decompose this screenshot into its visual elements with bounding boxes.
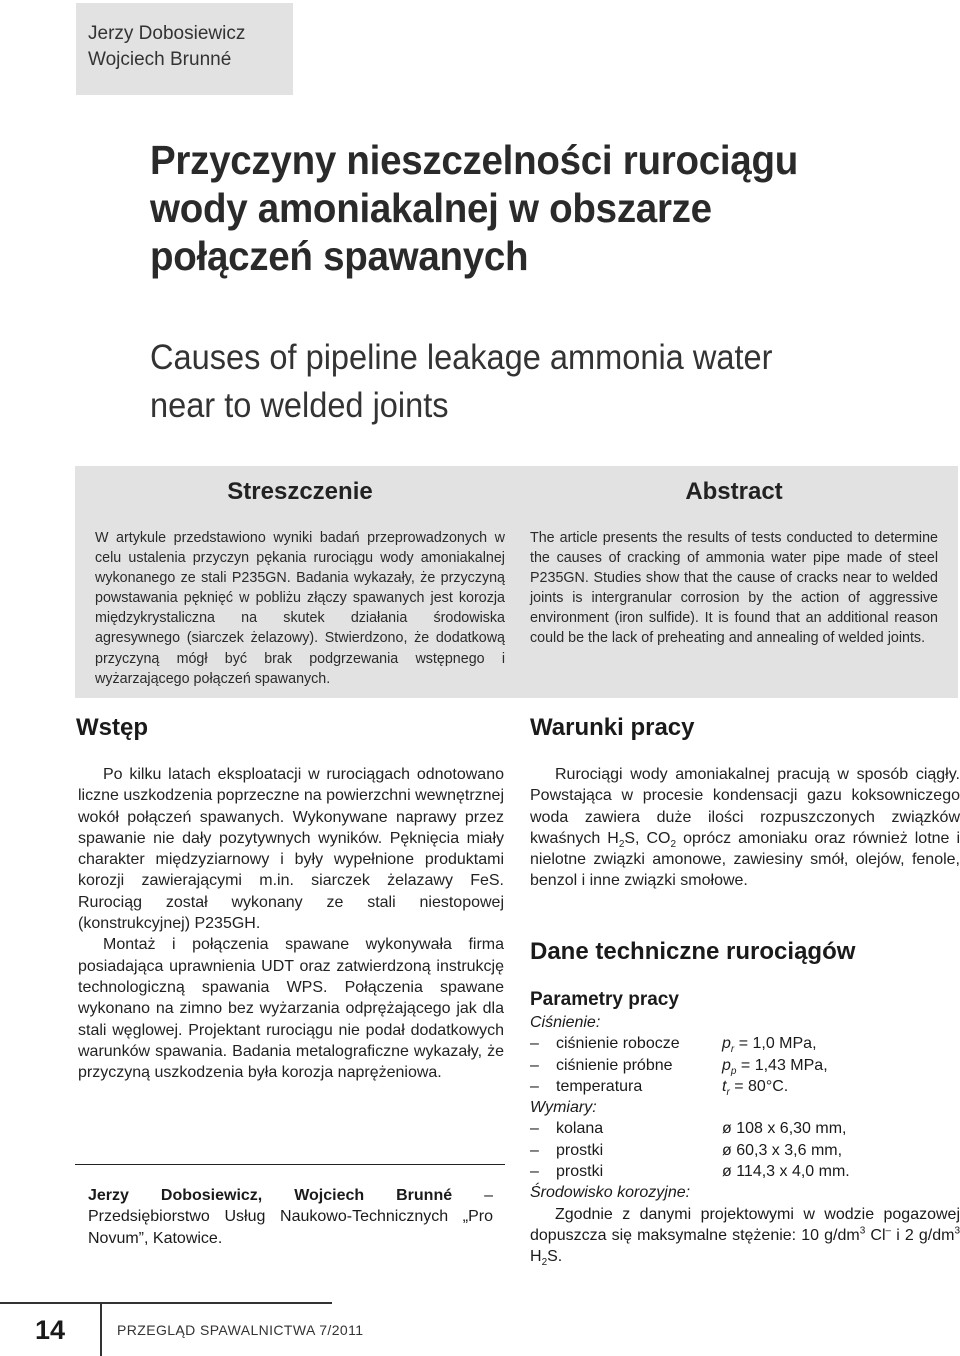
dane-heading: Dane techniczne rurociągów: [530, 938, 856, 965]
journal-name: PRZEGLĄD SPAWALNICTWA 7/2011: [117, 1322, 364, 1338]
title-polish-line-3: połączeń spawanych: [150, 233, 529, 279]
environment-text: Zgodnie z danymi projektowymi w wodzie pogazowej dopuszcza się maksymalne stężenie: 10 $g/dm^3$ Cl– i 2 $g/dm^3$ $H_2S$.: [530, 1205, 960, 1269]
warunki-heading: Warunki pracy: [530, 714, 695, 741]
abstract-section: [530, 478, 938, 649]
pressure-row: – temperatura $t_r = 80^\circ C$.: [530, 1077, 789, 1099]
wstep-paragraph-1: Po kilku latach eksploatacji w rurociągach odnotowano liczne uszkodzenia poprzeczne na powierzchni wewnętrznej wokół połączeń spawanych. Wykonywane naprawy przez spawanie nie dały pozytywnych wyników. Pęknięcia miały charakter międzyziarnowy i były wypełnione produktami korozji zawierającymi m.in. siarczek żelazawy FeS. Rurociąg został wykonany ze stali niestopowej (konstrukcyjnej) P235GH.: [78, 766, 505, 933]
abstract-heading: Abstract: [685, 478, 783, 505]
pressure-row: – ciśnienie próbne $p_p = 1,43$ MPa,: [530, 1056, 828, 1077]
affiliation: [88, 1185, 493, 1249]
title-english: [150, 334, 885, 430]
dimension-row: – prostki ø 114,3 x 4,0 mm.: [530, 1163, 850, 1181]
wstep-paragraph-2: Montaż i połączenia spawane wykonywała firma posiadająca uprawnienia UDT oraz zatwierdzoną instrukcję technologiczną spawania WPS. Połączenia spawane wykonano na zimno bez wyżarzania odprężającego jak dla stali węglowej. Projektant rurociągu nie podał dodatkowych warunków spawania. Badania metalograficzne wykazały, że przyczyną uszkodzenia była korozja naprężeniowa.: [78, 936, 504, 1082]
dimension-row: – prostki ø 60,3 x 3,6 mm,: [530, 1141, 843, 1159]
affiliation-rule: [75, 1164, 505, 1165]
wstep-body: [78, 764, 504, 1083]
title-english-line-2: near to welded joints: [150, 386, 449, 425]
abstract-text: The article presents the results of tests conducted to determine the causes of cracking of ammonia water pipe made of steel P235GN. Studies show that the cause of cracks near to welded joints is intergranular corrosion by the action of aggressive environment (iron sulfide). It is found that an additional reason could be the lack of preheating and annealing of welded joints.: [530, 530, 938, 647]
title-polish-line-1: Przyczyny nieszczelności rurociągu: [150, 137, 798, 183]
page-number: 14: [0, 1302, 102, 1356]
wstep-heading: Wstęp: [76, 714, 148, 741]
author-2: Wojciech Brunné: [88, 49, 232, 70]
title-polish: [150, 136, 893, 280]
affiliation-names: Jerzy Dobosiewicz, Wojciech Brunné: [88, 1187, 453, 1204]
affiliation-institution: – Przedsiębiorstwo Usług Naukowo-Technicznych „Pro Novum”, Katowice.: [88, 1187, 493, 1247]
footer-rule: [102, 1302, 332, 1304]
parameters-block: [530, 988, 960, 1268]
dimension-row: – kolana ø 108 x 6,30 mm,: [530, 1120, 847, 1138]
streszczenie-section: [95, 478, 505, 689]
title-polish-line-2: wody amoniakalnej w obszarze: [150, 185, 712, 231]
author-1: Jerzy Dobosiewicz: [88, 23, 246, 44]
wymiary-label: Wymiary:: [530, 1099, 597, 1117]
streszczenie-heading: Streszczenie: [227, 478, 373, 505]
warunki-paragraph: Rurociągi wody amoniakalnej pracują w sposób ciągły. Powstająca w procesie kondensacji gazu koksowniczego woda zawiera duże ilości rozpuszczonych związków kwaśnych $H_2S$, $CO_2$ oprócz amoniaku oraz również lotne i nielotne związki amonowe, zawiesiny smół, olejów, fenole, benzol i inne związki smołowe.: [530, 766, 960, 890]
params-heading: Parametry pracy: [530, 989, 679, 1010]
warunki-body: [530, 764, 960, 892]
authors-box: [76, 3, 293, 95]
title-english-line-1: Causes of pipeline leakage ammonia water: [150, 338, 773, 377]
srodowisko-label: Środowisko korozyjne:: [530, 1184, 691, 1202]
cisnienie-label: Ciśnienie:: [530, 1014, 601, 1031]
streszczenie-text: W artykule przedstawiono wyniki badań przeprowadzonych w celu ustalenia przyczyn pękania rurociągu wody amoniakalnej wykonanego ze stali P235GN. Badania wykazały, że przyczyną powstawania pęknięć w pobliżu złączy spawanych jest korozja międzykrystaliczna na skutek działania środowiska agresywnego (siarczek żelazowy). Stwierdzono, że dodatkową przyczyną mógł być brak podgrzewania wstępnego i wyżarzającego połączeń spawanych.: [95, 530, 505, 687]
pressure-row: – ciśnienie robocze $p_r = 1,0$ MPa,: [530, 1035, 817, 1056]
